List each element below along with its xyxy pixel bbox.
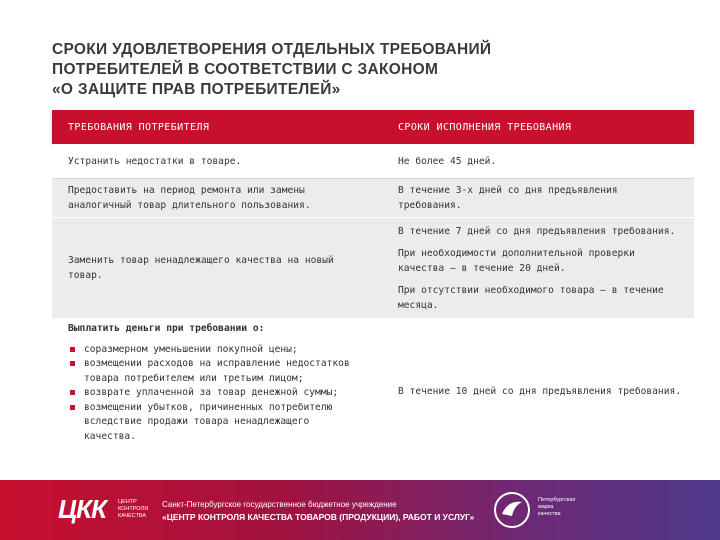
requirement-text: Выплатить деньги при требовании о: bbox=[68, 323, 265, 334]
term-cell bbox=[382, 218, 694, 318]
bullet-item: возврате уплаченной за товар денежной суммы; bbox=[68, 386, 366, 401]
slide-title: СРОКИ УДОВЛЕТВОРЕНИЯ ОТДЕЛЬНЫХ ТРЕБОВАНИЙ ПОТРЕБИТЕЛЕЙ В СООТВЕТСТВИИ С ЗАКОНОМ «О ЗАЩИТЕ ПРАВ ПОТРЕБИТЕЛЕЙ» bbox=[52, 41, 492, 98]
bullet-list bbox=[68, 343, 366, 445]
requirement-cell bbox=[52, 318, 382, 466]
ckk-logo-caption: ЦЕНТР КОНТРОЛЯ КАЧЕСТВА bbox=[118, 499, 149, 519]
requirement-cell: Предоставить на период ремонта или замены аналогичный товар длительного пользования. bbox=[68, 185, 311, 211]
bullet-item: возмещении расходов на исправление недостатков товара потребителем или третьим лицом; bbox=[68, 357, 366, 386]
term-text: При необходимости дополнительной проверки качества – в течение 20 дней. bbox=[398, 248, 635, 274]
term-cell: В течение 3-х дней со дня предъявления требования. bbox=[398, 185, 618, 211]
requirements-table bbox=[52, 110, 694, 466]
pmk-emblem-icon bbox=[492, 490, 532, 530]
term-text: В течение 7 дней со дня предъявления требования. bbox=[398, 226, 676, 237]
term-text: При отсутствии необходимого товара – в течение месяца. bbox=[398, 285, 664, 311]
table-row bbox=[52, 217, 694, 318]
table-header bbox=[52, 110, 694, 144]
term-cell: Не более 45 дней. bbox=[398, 155, 497, 167]
ckk-logo: ЦКК bbox=[58, 494, 106, 524]
bullet-item: соразмерном уменьшении покупной цены; bbox=[68, 343, 366, 358]
requirement-cell bbox=[52, 218, 382, 318]
table-row bbox=[52, 144, 694, 179]
pmk-caption: Петербургская марка качества bbox=[538, 497, 576, 517]
requirement-cell: Устранить недостатки в товаре. bbox=[68, 155, 242, 167]
header-terms: СРОКИ ИСПОЛНЕНИЯ ТРЕБОВАНИЯ bbox=[398, 121, 572, 133]
bullet-item: возмещении убытков, причиненных потребителю вследствие продажи товара ненадлежащего качества. bbox=[68, 401, 366, 445]
table-row bbox=[52, 179, 694, 217]
footer-banner bbox=[0, 480, 720, 540]
table-row bbox=[52, 318, 694, 466]
term-cell bbox=[382, 318, 694, 466]
org-name-line2: «ЦЕНТР КОНТРОЛЯ КАЧЕСТВА ТОВАРОВ (ПРОДУКЦИИ), РАБОТ И УСЛУГ» bbox=[162, 512, 475, 522]
org-name-line1: Санкт-Петербургское государственное бюджетное учреждение bbox=[162, 500, 397, 509]
requirement-text: Заменить товар ненадлежащего качества на новый товар. bbox=[68, 255, 334, 281]
header-requirements: ТРЕБОВАНИЯ ПОТРЕБИТЕЛЯ bbox=[68, 121, 210, 133]
term-text: В течение 10 дней со дня предъявления требования. bbox=[398, 385, 682, 397]
